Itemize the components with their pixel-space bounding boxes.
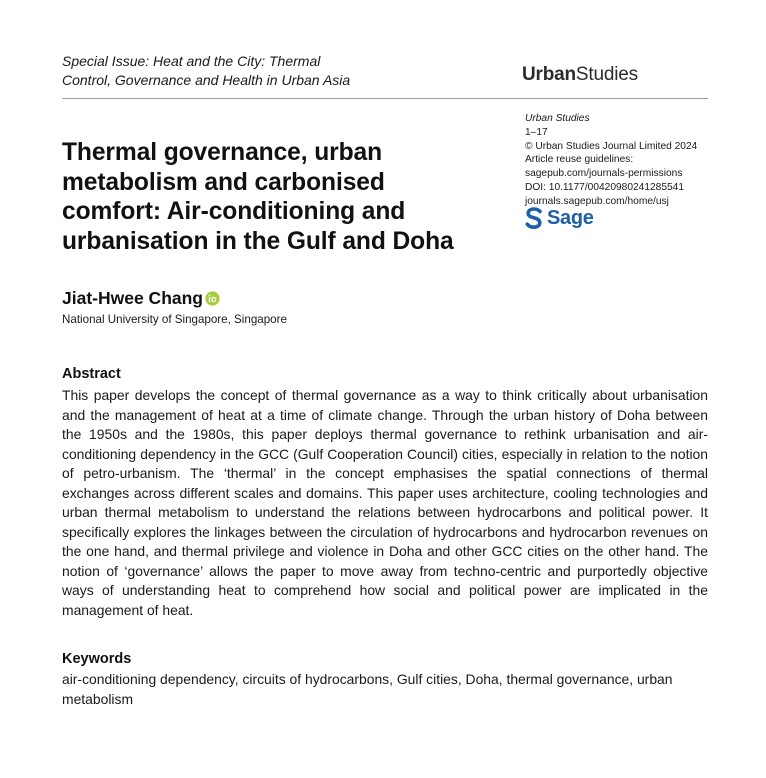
special-issue-line: Control, Governance and Health in Urban Asia (62, 72, 351, 88)
journal-logo-part2: Studies (575, 64, 638, 85)
journal-logo (522, 64, 638, 86)
journal-logo-part1: Urban (522, 64, 576, 85)
meta-pages: 1–17 (525, 126, 548, 138)
author-row (62, 288, 220, 309)
keywords-heading: Keywords (62, 651, 132, 667)
author-affiliation: National University of Singapore, Singapore (62, 313, 287, 326)
title-line: urbanisation in the Gulf and Doha (62, 227, 454, 255)
meta-home-link[interactable]: journals.sagepub.com/home/usj (525, 195, 669, 207)
meta-copyright: © Urban Studies Journal Limited 2024 (525, 140, 698, 152)
publisher-logo (525, 206, 594, 230)
abstract-body: This paper develops the concept of thermal governance as a way to think critically about urbanisation and the management of heat at a time of climate change. Through the urban history of Doha between the 1950s and the 1980s, this paper deploys thermal governance to rethink urbanisation and air-conditioning dependency in the GCC (Gulf Cooperation Council) cities, especially in relation to the notion of petro-urbanism. The ‘thermal’ in the concept emphasises the spatial connections of thermal exchanges across different scales and domains. This paper uses architecture, cooling technologies and urban thermal metabolism to understand the relations between hydrocarbons and political power. It specifically explores the linkages between the circulation of hydrocarbons and hydrocarbon revenues on the one hand, and thermal privilege and violence in Doha and other GCC cities on the other hand. The notion of ‘governance’ allows the paper to move away from techno-centric and purportedly objective ways of understanding heat to comprehend how social and political power are implicated in the management of heat. (62, 387, 708, 619)
meta-reuse-link[interactable]: sagepub.com/journals-permissions (525, 168, 683, 180)
title-line: comfort: Air-conditioning and (62, 198, 406, 225)
meta-doi[interactable]: DOI: 10.1177/00420980241285541 (525, 181, 684, 193)
meta-journal: Urban Studies (525, 113, 590, 124)
special-issue-line: Special Issue: Heat and the City: Thermal (62, 53, 321, 69)
title-line: metabolism and carbonised (62, 168, 385, 196)
abstract-heading: Abstract (62, 366, 121, 382)
article-metadata (525, 112, 725, 209)
orcid-icon[interactable] (205, 291, 220, 306)
sage-s-icon (525, 207, 543, 229)
author-name: Jiat-Hwee Chang (62, 288, 203, 308)
meta-reuse-label: Article reuse guidelines: (525, 154, 634, 166)
keywords-list: air-conditioning dependency, circuits of hydrocarbons, Gulf cities, Doha, thermal governance, urban metabolism (62, 671, 673, 707)
header-divider (62, 98, 708, 99)
publisher-name: Sage (547, 206, 594, 229)
special-issue-label (62, 52, 392, 90)
title-line: Thermal governance, urban (62, 139, 383, 166)
article-title (62, 138, 502, 256)
